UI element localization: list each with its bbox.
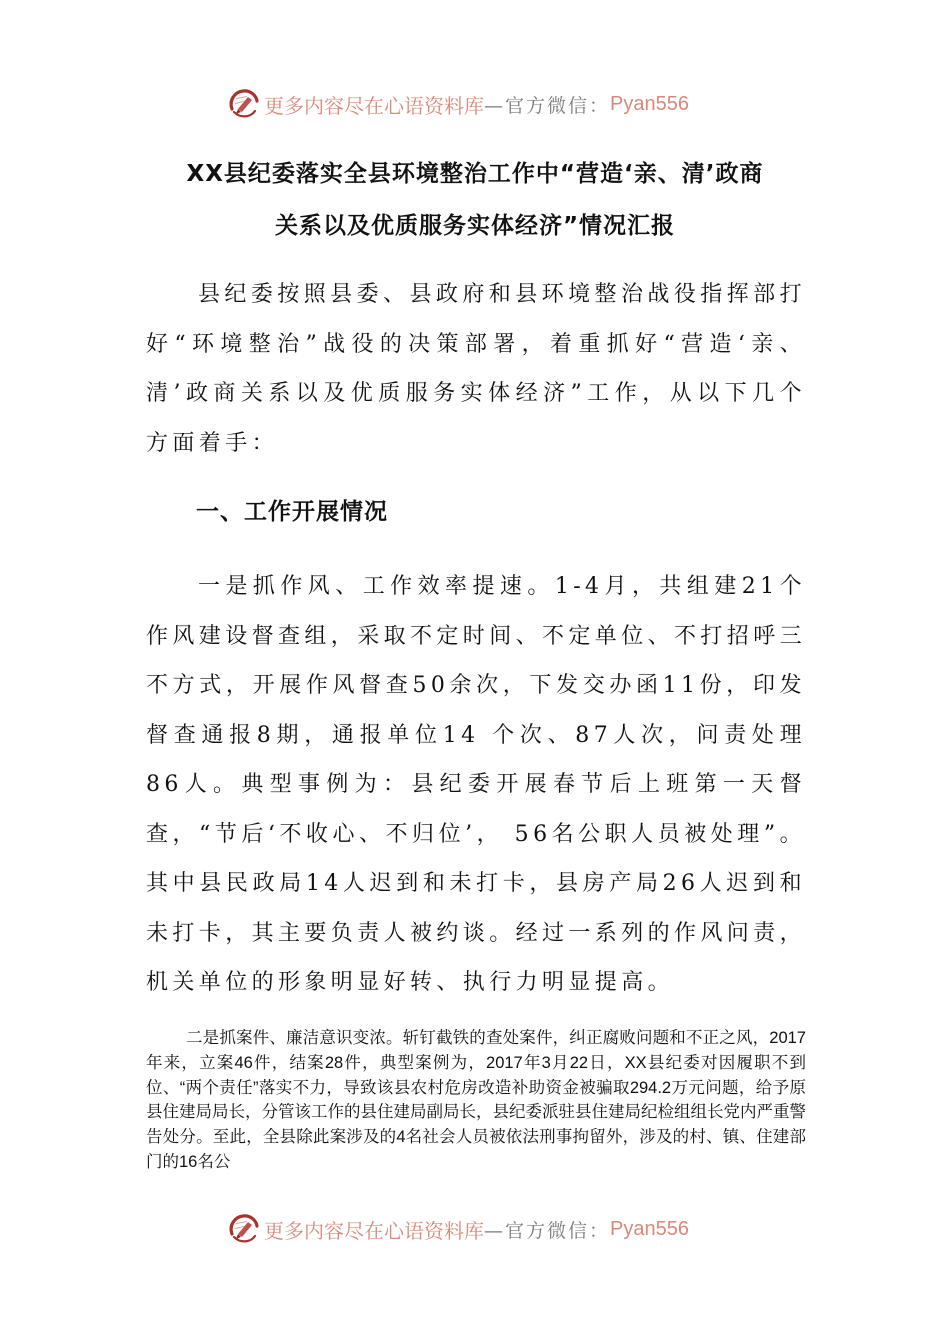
watermark-separator-text: —官方微信：: [484, 1219, 611, 1242]
paragraph-2: 二是抓案件、廉洁意识变浓。斩钉截铁的查处案件，纠正腐败问题和不正之风，2017年来，立案46件，结案28件，典型案例为，2017年3月22日，XX县纪委对因履职不到位、“两个责任”落实不力，导致该县农村危房改造补助资金被骗取294.2万元问题，给予原县住建局局长，分管该工作的县住建局副局长，县纪委派驻县住建局纪检组组长党内严重警告处分。至此，全县除此案涉及的4名社会人员被依法刑事拘留外，涉及的村、镇、住建部门的16名公: [146, 1029, 806, 1171]
paragraph-1-section: [146, 562, 806, 1008]
watermark-separator-text: —官方微信：: [484, 94, 611, 117]
watermark-brand-text: 更多内容尽在心语资料库: [264, 93, 484, 118]
paragraph-1: 一是抓作风、工作效率提速。1-4月，共组建21个作风建设督查组，采取不定时间、不定单位、不打招呼三不方式，开展作风督查50余次，下发交办函11份，印发督查通报8期，通报单位14 个次、87人次，问责处理86人。典型事例为：县纪委开展春节后上班第一天督查，“节后‘不收心、不归位’， 56名公职人员被处理”。其中县民政局14人迟到和未打卡，县房产局26人迟到和未打卡，其主要负责人被约谈。经过一系列的作风问责，机关单位的形象明显好转、执行力明显提高。: [146, 574, 807, 995]
intro-section: [146, 270, 806, 468]
watermark-account-text: Pyan556: [610, 92, 689, 115]
title-line-1: XX县纪委落实全县环境整治工作中“营造‘亲、清’政商: [186, 161, 764, 187]
intro-paragraph: 县纪委按照县委、县政府和县环境整治战役指挥部打好“环境整治”战役的决策部署，着重抓好“营造‘亲、清’政商关系以及优质服务实体经济”工作，从以下几个方面着手：: [146, 282, 806, 456]
section-heading-1: 一、工作开展情况: [196, 499, 388, 525]
title-line-2: 关系以及优质服务实体经济”情况汇报: [274, 213, 676, 239]
pen-nib-logo-icon: [226, 1212, 260, 1246]
watermark-brand-text: 更多内容尽在心语资料库: [264, 1218, 484, 1243]
watermark-account-text: Pyan556: [610, 1217, 689, 1240]
pen-nib-logo-icon: [226, 87, 260, 121]
watermark-footer: [226, 1209, 726, 1249]
document-title: [140, 148, 810, 252]
watermark-header: [226, 84, 726, 124]
